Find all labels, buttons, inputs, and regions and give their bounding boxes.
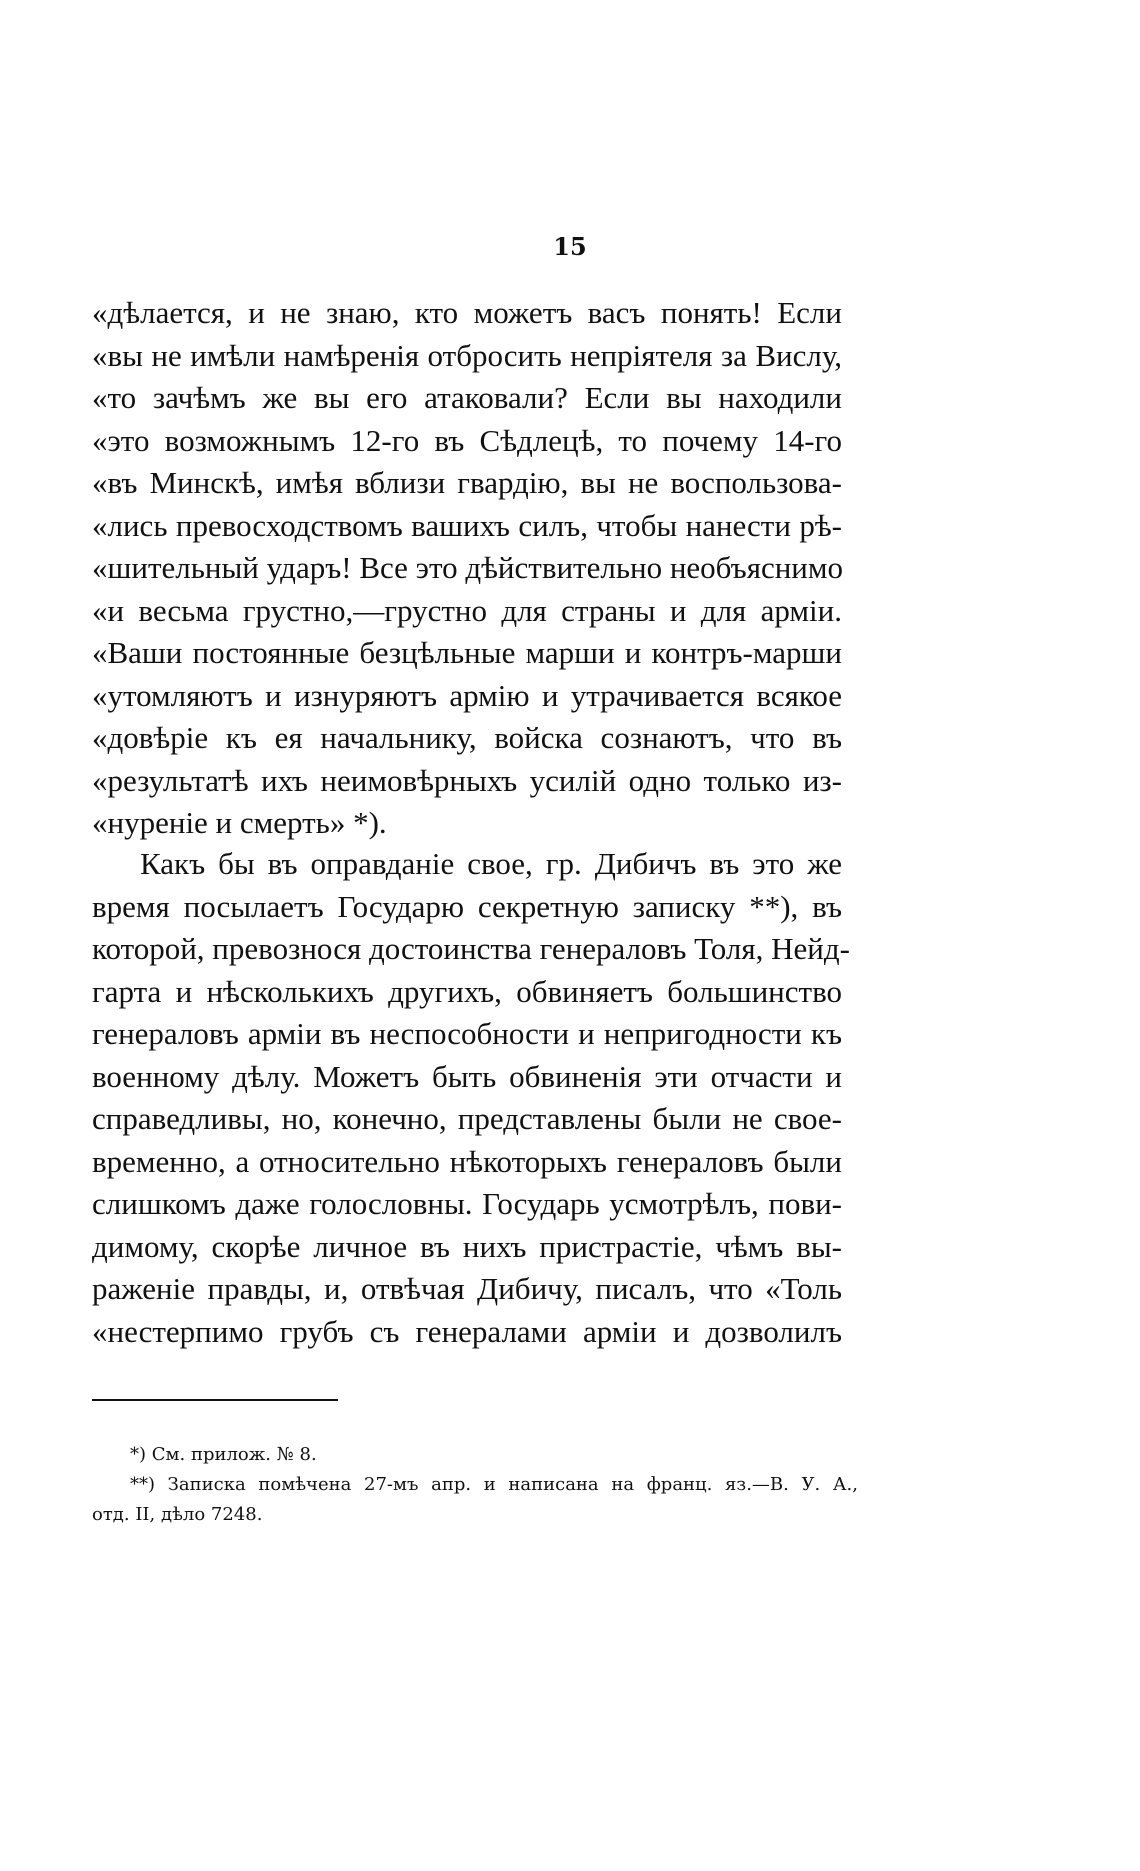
page-number: 15 [553, 232, 587, 261]
text-line: «Ваши постоянные безцѣльные марши и контръ-марши [92, 635, 842, 670]
text-line: слишкомъ даже голословны. Государь усмотрѣлъ, пови- [92, 1186, 842, 1221]
footnote-2-line-2: отд. II, дѣло 7248. [92, 1504, 263, 1525]
text-line: «вы не имѣли намѣренія отбросить непріятеля за Вислу, [92, 337, 842, 373]
text-line: раженіе правды, и, отвѣчая Дибичу, писалъ, что «Толь [92, 1271, 842, 1306]
paragraph-quote-continuation [92, 292, 842, 845]
text-line: «и весьма грустно,—грустно для страны и для арміи. [92, 592, 842, 628]
text-line: гарта и нѣсколькихъ другихъ, обвиняетъ большинство [92, 973, 842, 1009]
text-line: «результатѣ ихъ неимовѣрныхъ усилій одно только из- [92, 762, 842, 798]
text-line: военному дѣлу. Можетъ быть обвиненія эти отчасти и [92, 1058, 842, 1094]
text-line: «лись превосходствомъ вашихъ силъ, чтобы нанести рѣ- [92, 507, 842, 543]
footnotes [92, 1440, 858, 1530]
text-line: «довѣріе къ ея начальнику, войска сознаютъ, что въ [92, 720, 842, 755]
text-line: «нуреніе и смерть» *). [92, 805, 387, 840]
paragraph-main [92, 843, 850, 1353]
text-line: справедливы, но, конечно, представлены были не свое- [92, 1101, 842, 1136]
text-line: которой, превознося достоинства генераловъ Толя, Нейд- [92, 931, 850, 966]
text-line: время посылаетъ Государю секретную записку **), въ [92, 888, 842, 924]
footnote-2-line-1: **) Записка помѣчена 27-мъ апр. и написана на франц. яз.—В. У. А., [130, 1474, 858, 1495]
text-line: «шительный ударъ! Все это дѣйствительно необъяснимо [92, 550, 844, 585]
text-line: «дѣлается, и не знаю, кто можетъ васъ понять! Если [92, 295, 842, 330]
text-line: «то зачѣмъ же вы его атаковали? Если вы находили [92, 380, 842, 415]
text-line: Какъ бы въ оправданіе свое, гр. Дибичъ въ это же [140, 846, 842, 881]
footnote-1: *) См. прилож. № 8. [130, 1444, 317, 1465]
footnote-separator [92, 1399, 338, 1401]
text-line: «нестерпимо грубъ съ генералами арміи и дозволилъ [92, 1313, 842, 1349]
text-line: временно, а относительно нѣкоторыхъ генераловъ были [92, 1143, 842, 1179]
text-line: «это возможнымъ 12-го въ Сѣдлецѣ, то почему 14-го [92, 422, 842, 458]
text-line: «въ Минскѣ, имѣя вблизи гвардію, вы не воспользова- [92, 465, 842, 500]
text-line: димому, скорѣе личное въ нихъ пристрастіе, чѣмъ вы- [92, 1228, 842, 1264]
text-line: «утомляютъ и изнуряютъ армію и утрачивается всякое [92, 677, 842, 713]
text-line: генераловъ арміи въ неспособности и непригодности къ [92, 1016, 842, 1051]
